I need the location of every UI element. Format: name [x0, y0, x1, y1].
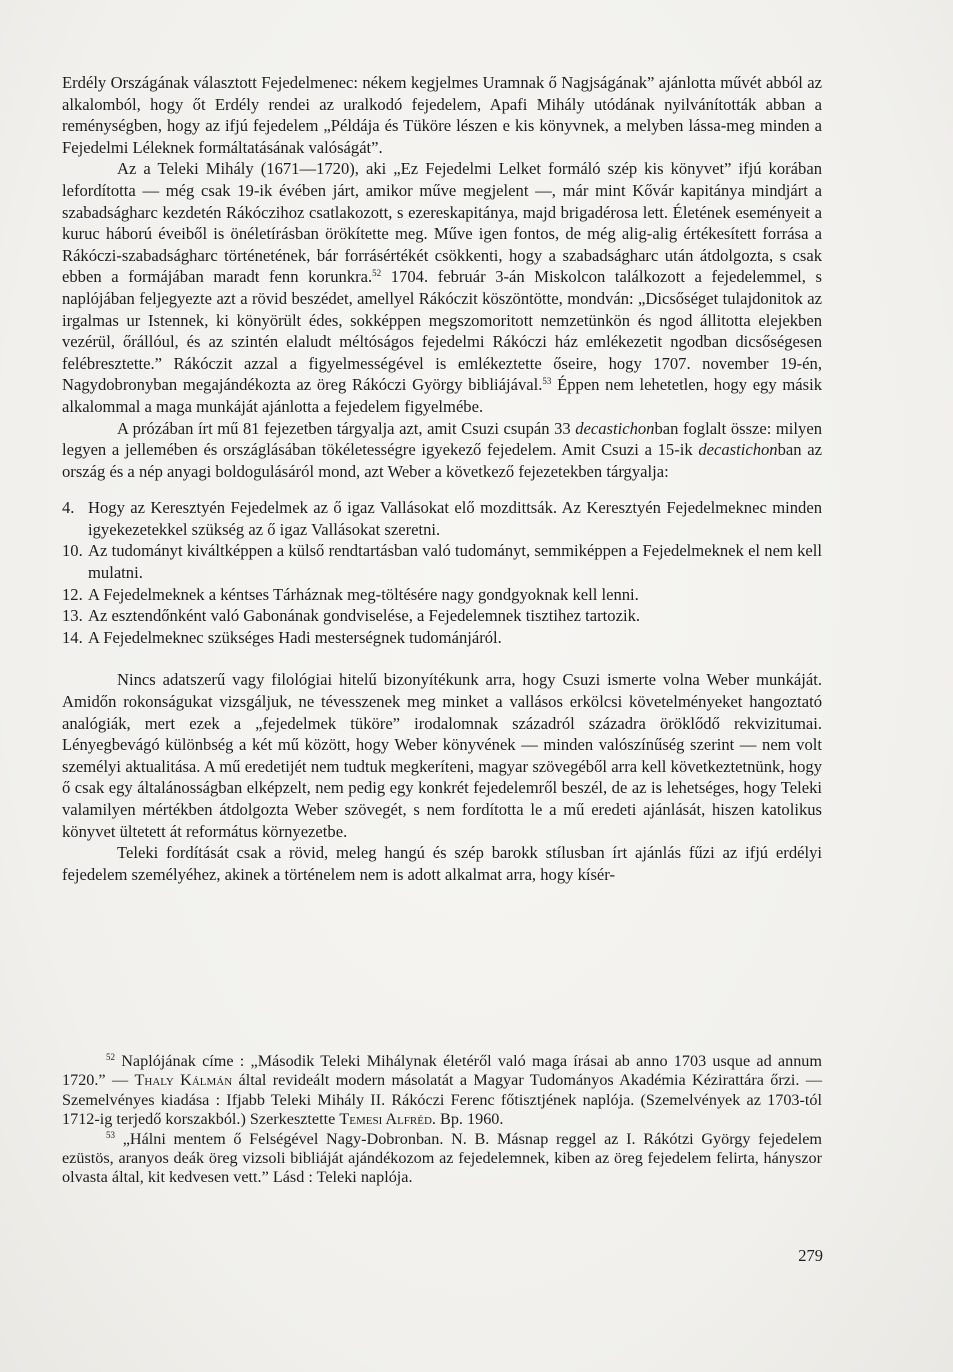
list-item-number: 12.: [62, 584, 83, 604]
list-item-number: 13.: [62, 606, 83, 626]
footnote-52-number: 52: [106, 1052, 115, 1062]
list-item-text: Az tudományt kiváltképpen a külső rendtartásban való tudományt, semmiképpen a Fejedelmeknek el nem kell mulatni.: [88, 541, 822, 583]
paragraph-3: [62, 418, 822, 483]
list-item-number: 14.: [62, 627, 83, 647]
paragraph-2-text-b: 1704. február 3-án Miskolcon találkozott a fejedelemmel, s naplójában feljegyezte azt a rövid beszédet, amellyel Rákóczit köszöntötte, mondván: „Dicsőséget tulajdonitok az irgalmas ur Istennek, ki könyörült édes, sokképpen megszomoritott nemzetünkön és ngod állitotta elejekben vezérül, őrállóul, és az szintén elaludt méltóságos fejedelmi Rákóczi ház emlékezetit ngodban dicsőségesen felébresztette.” Rákóczit azzal a figyelmességével is emlékeztette őseire, hogy 1707. november 19-én, Nagydobronyban megajándékozta az öreg Rákóczi György bibliájával.: [62, 267, 823, 395]
paragraph-2-text-a: Az a Teleki Mihály (1671—1720), aki „Ez Fejedelmi Lelket formáló szép kis könyvet” ifjú korában lefordította — még csak 19-ik évében járt, amikor műve megjelent —, már mint Kővár kapitánya mindjárt a szabadságharc kezdetén Rákóczihoz csatlakozott, s ezereskapitánya, majd brigadérosa lett. Életének eseményeit a kuruc háború éveiből is önéletírásban örökítette meg. Műve igen fontos, de még alig-alig értékesített forrása a Rákóczi-szabadságharc történetének, bár forrásértékét csökkenti, hogy a szabadságharc után átdolgozta, s csak ebben a formájában maradt fenn korunkra.: [62, 159, 822, 287]
list-item-text: Az esztendőnként való Gabonának gondviselése, a Fejedelemnek tisztihez tartozik.: [88, 606, 641, 626]
italic-term-2: decastichon: [698, 440, 778, 460]
paragraph-3-text-c: ban az ország és a nép anyagi boldogulásáról mond, azt Weber a következő fejezetekben tárgyalja:: [62, 440, 822, 481]
chapter-list: [62, 497, 822, 648]
list-item: [62, 540, 822, 583]
list-item-text: A Fejedelmeknek a kéntses Tárháznak meg-töltésére nagy gondgyoknak kell lenni.: [88, 584, 639, 604]
footnotes: [62, 1052, 822, 1188]
footnote-52-text-a: Naplójának címe : „Második Teleki Mihálynak életéről való maga írásai ab anno 1703 usque ad annum 1720.” —: [62, 1052, 822, 1090]
paragraph-2-text-c: Éppen nem lehetetlen, hogy egy másik alkalommal a maga munkáját ajánlotta a fejedelem figyelmébe.: [62, 375, 822, 416]
list-item: [62, 497, 822, 540]
page-number: 279: [798, 1246, 823, 1265]
list-item: [62, 627, 822, 649]
author-name-thaly: Thaly Kálmán: [134, 1071, 233, 1090]
paragraph-1: Erdély Országának választott Fejedelmenec: nékem kegjelmes Uramnak ő Nagjságának” ajánlotta művét abból az alkalomból, hogy őt Erdély rendei az uralkodó fejedelem, Apafi Mihály utódának nyilvánították abban a reménységben, hogy az ifjú fejedelem „Példája és Tüköre lészen e kis könyvnek, a melyben lássa-meg minden a Fejedelmi Léleknek formáltatásának valóságát”.: [62, 73, 822, 157]
author-name-temesi: Temesi Alfréd: [339, 1110, 432, 1129]
paragraph-2: [62, 158, 822, 417]
italic-term-1: decastichon: [575, 418, 655, 438]
list-item-number: 10.: [62, 541, 83, 561]
footnote-ref-53: 53: [542, 376, 552, 387]
footnote-53: [62, 1130, 822, 1188]
list-item-number: 4.: [62, 498, 75, 518]
footnote-52-text-c: . Bp. 1960.: [431, 1110, 504, 1129]
paragraph-5: Teleki fordítását csak a rövid, meleg hangú és szép barokk stílusban írt ajánlás fűzi az ifjú erdélyi fejedelem személyéhez, akinek a történelem nem is adott alkalmat arra, hogy kísér-: [62, 843, 822, 884]
main-text: [62, 72, 822, 885]
list-item-text: Hogy az Keresztyén Fejedelmek az ő igaz Vallásokat elő mozdittsák. Az Keresztyén Fejedelmeknec minden igyekezetekkel szükség az ő igaz Vallásokat szeretni.: [88, 498, 822, 539]
footnote-53-number: 53: [106, 1129, 115, 1140]
list-item-text: A Fejedelmeknec szükséges Hadi mesterségnek tudománjáról.: [88, 627, 502, 647]
list-item: [62, 584, 822, 606]
paragraph-4: Nincs adatszerű vagy filológiai hitelű bizonyítékunk arra, hogy Csuzi ismerte volna Weber munkáját. Amidőn rokonságukat vizsgáljuk, ne tévesszenek meg minket a vallásos erkölcsi követelményeket hangoztató analógiák, mert ezek a „fejedelmek tüköre” irodalomnak századról századra öröklődő rekvizitumai. Lényegbevágó különbség a két mű között, hogy Weber könyvének — minden valószínűség szerint — nem volt személyi aktualitása. A mű eredetijét nem tudtuk megkeríteni, magyar szövegéből arra kell következtetnünk, hogy ő csak egy általánosságban elképzelt, nem pedig egy konkrét fejedelemről beszél, de az is lehetséges, hogy Teleki valamilyen mértékben átdolgozta Weber szövegét, s nem fordította le a mű eredeti ajánlását, hiszen katolikus könyvet ültetett át református környezetbe.: [62, 670, 822, 841]
footnote-ref-52: 52: [372, 268, 382, 279]
paragraph-3-text-b: ban foglalt össze: milyen legyen a jellemében és országlásában tökéletességre igyekező fejedelem. Amit Csuzi a 15-ik: [62, 418, 822, 460]
footnote-52-text-b: által revideált modern másolatát a Magyar Tudományos Akadémia Kézirattára őrzi. — Szemelvényes kiadása : Ifjabb Teleki Mihály II. Rákóczi Ferenc főtisztjének naplója. (Szemelvények az 1703-tól 1712-ig terjedő korszakból.) Szerkesztette: [62, 1071, 823, 1129]
footnote-52: [62, 1052, 822, 1130]
list-item: [62, 605, 822, 627]
footnote-53-text: „Hálni mentem ő Felségével Nagy-Dobronban. N. B. Másnap reggel az I. Rákótzi György fejedelem ezüstös, aranyos deák öreg vizsoli bibliáját ajándékozom az fejedelemnek, kiben az öreg fejedelem felirta, hányszor olvasta által, kit kedvesen vett.” Lásd : Teleki naplója.: [62, 1129, 822, 1187]
paragraph-3-text-a: A prózában írt mű 81 fejezetben tárgyalja azt, amit Csuzi csupán 33: [117, 418, 576, 438]
